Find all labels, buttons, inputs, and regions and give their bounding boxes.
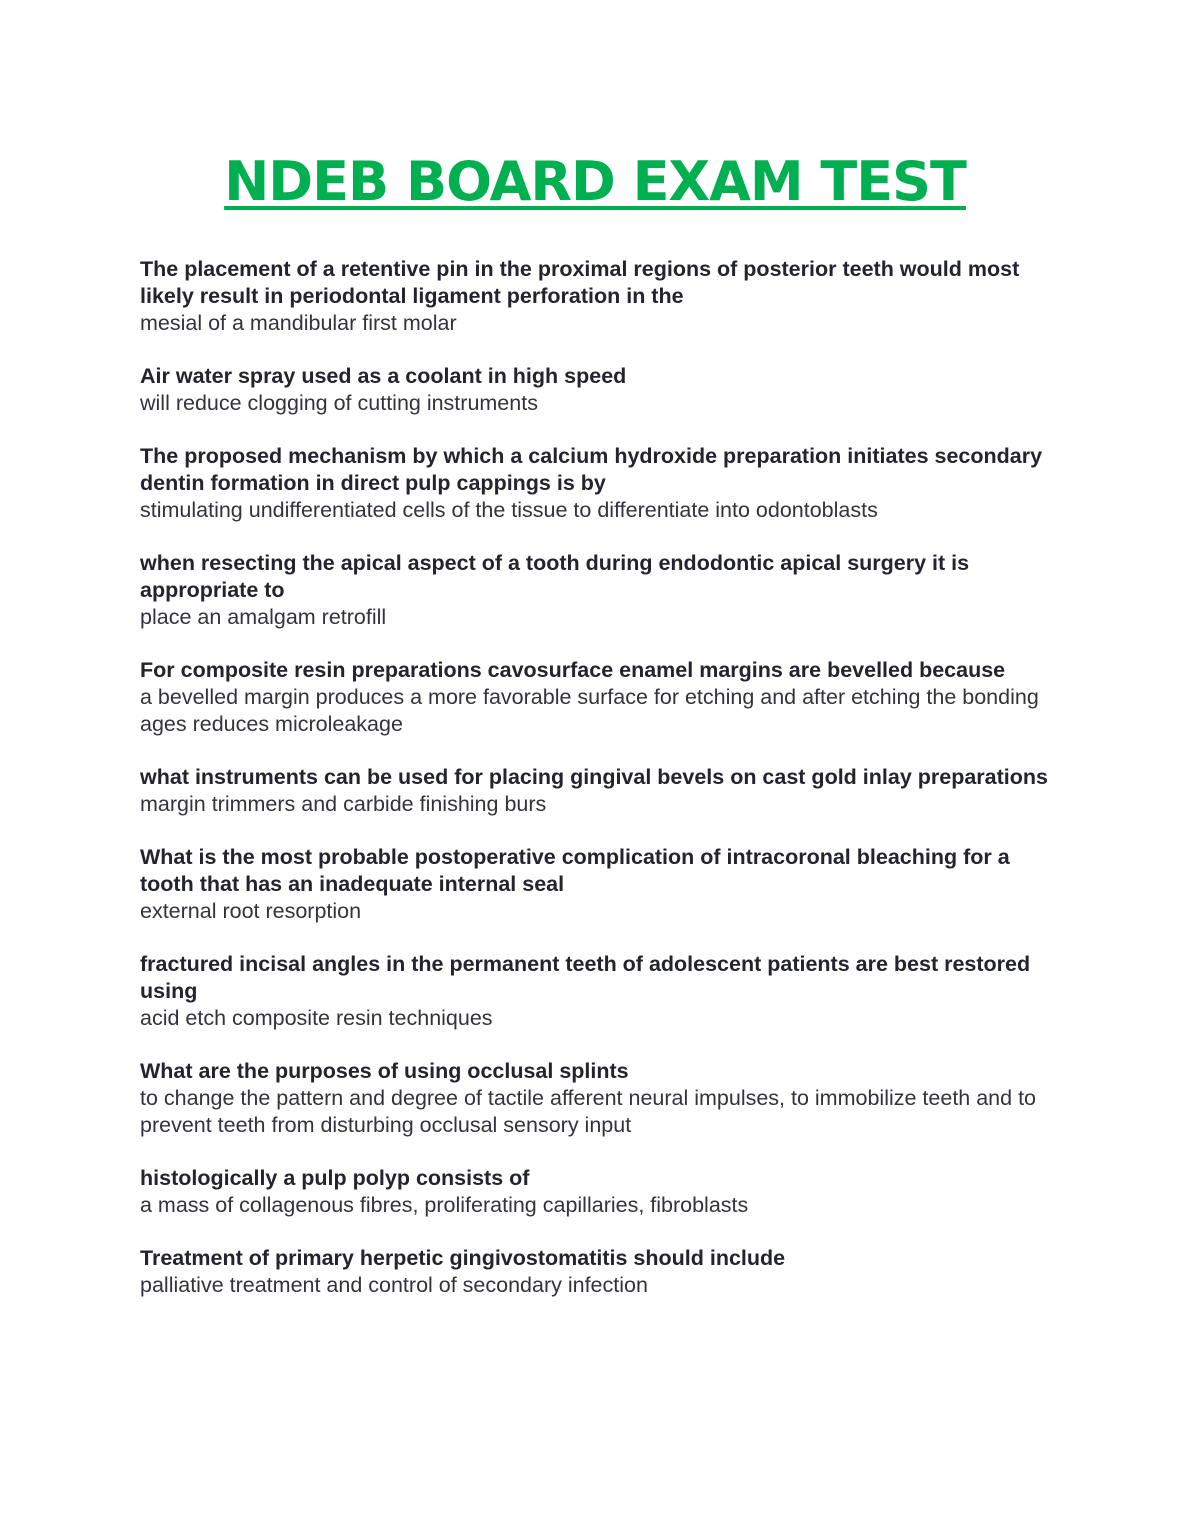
question-text: histologically a pulp polyp consists of bbox=[140, 1166, 530, 1190]
qa-item bbox=[140, 1165, 1060, 1219]
answer-text: acid etch composite resin techniques bbox=[140, 1006, 493, 1030]
qa-item bbox=[140, 363, 1060, 417]
question-text: Air water spray used as a coolant in high speed bbox=[140, 364, 627, 388]
question-text: fractured incisal angles in the permanent teeth of adolescent patients are best restored using bbox=[140, 952, 1031, 1003]
qa-item bbox=[140, 1058, 1060, 1139]
qa-item bbox=[140, 1245, 1060, 1299]
question-text: Treatment of primary herpetic gingivostomatitis should include bbox=[140, 1246, 786, 1270]
qa-item bbox=[140, 256, 1060, 337]
qa-item bbox=[140, 657, 1060, 738]
question-text: when resecting the apical aspect of a tooth during endodontic apical surgery it is appropriate to bbox=[140, 551, 970, 602]
page-title bbox=[0, 150, 1190, 213]
answer-text: a bevelled margin produces a more favorable surface for etching and after etching the bonding ages reduces microleakage bbox=[140, 685, 1039, 736]
question-text: What is the most probable postoperative complication of intracoronal bleaching for a tooth that has an inadequate internal seal bbox=[140, 845, 1010, 896]
answer-text: mesial of a mandibular first molar bbox=[140, 311, 457, 335]
question-text: what instruments can be used for placing gingival bevels on cast gold inlay preparations bbox=[140, 765, 1048, 789]
qa-item bbox=[140, 443, 1060, 524]
answer-text: will reduce clogging of cutting instruments bbox=[140, 391, 538, 415]
qa-list bbox=[140, 256, 1060, 1325]
answer-text: a mass of collagenous fibres, proliferating capillaries, fibroblasts bbox=[140, 1193, 749, 1217]
qa-item bbox=[140, 844, 1060, 925]
answer-text: stimulating undifferentiated cells of the tissue to differentiate into odontoblasts bbox=[140, 498, 878, 522]
answer-text: place an amalgam retrofill bbox=[140, 605, 387, 629]
question-text: What are the purposes of using occlusal splints bbox=[140, 1059, 629, 1083]
answer-text: palliative treatment and control of secondary infection bbox=[140, 1273, 648, 1297]
answer-text: external root resorption bbox=[140, 899, 362, 923]
question-text: The proposed mechanism by which a calcium hydroxide preparation initiates secondary dentin formation in direct pulp cappings is by bbox=[140, 444, 1043, 495]
qa-item bbox=[140, 550, 1060, 631]
question-text: The placement of a retentive pin in the proximal regions of posterior teeth would most likely result in periodontal ligament perforation in the bbox=[140, 257, 1020, 308]
answer-text: margin trimmers and carbide finishing burs bbox=[140, 792, 547, 816]
page-title-text: NDEB BOARD EXAM TEST bbox=[224, 150, 966, 213]
qa-item bbox=[140, 764, 1060, 818]
answer-text: to change the pattern and degree of tactile afferent neural impulses, to immobilize teeth and to prevent teeth from disturbing occlusal sensory input bbox=[140, 1086, 1036, 1137]
qa-item bbox=[140, 951, 1060, 1032]
question-text: For composite resin preparations cavosurface enamel margins are bevelled because bbox=[140, 658, 1006, 682]
